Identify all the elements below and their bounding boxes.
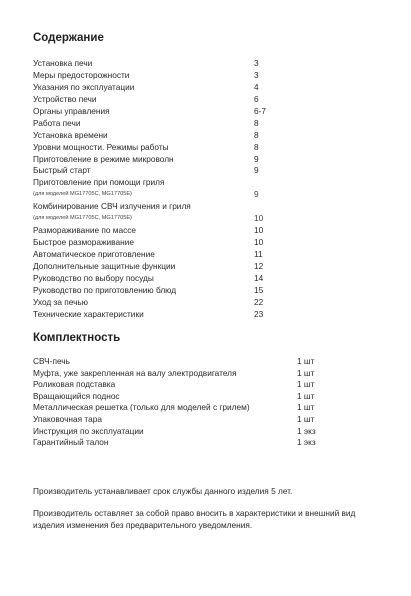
kit-item-qty: 1 шт (297, 356, 315, 366)
contents-item (33, 297, 273, 309)
contents-item-label: Уход за печью (33, 296, 88, 307)
kit-item (33, 368, 323, 380)
contents-item (33, 58, 273, 70)
contents-heading: Содержание (33, 32, 104, 44)
contents-item (33, 154, 273, 166)
contents-item (33, 261, 273, 273)
kit-item-label: Роликовая подставка (33, 379, 116, 390)
contents-item (33, 82, 273, 94)
contents-item-page: 10 (254, 225, 264, 236)
kit-item (33, 402, 323, 414)
kit-item (33, 437, 323, 449)
service-life-note: Производитель устанавливает срок службы данного изделия 5 лет. (33, 486, 293, 496)
contents-item-label: Автоматическое приготовление (33, 249, 155, 259)
contents-item-page: 22 (254, 296, 264, 307)
contents-item-page: 15 (254, 284, 264, 295)
kit-item-qty: 1 шт (297, 390, 315, 401)
contents-item (33, 273, 273, 285)
contents-item-label: Приготовление при помощи гриля (33, 177, 165, 188)
contents-item (33, 94, 273, 106)
kit-item-label: СВЧ-печь (33, 356, 70, 366)
contents-item-page: 6-7 (254, 105, 266, 116)
contents-item (33, 142, 273, 154)
kit-item-label: Упаковочная тара (33, 413, 102, 424)
contents-item-page: 9 (254, 165, 259, 176)
contents-item-page: 8 (254, 129, 259, 140)
contents-item (33, 201, 273, 213)
contents-item-label: Руководство по выбору посуды (33, 272, 154, 283)
contents-item-page: 3 (254, 69, 259, 80)
contents-item (33, 225, 273, 237)
contents-item-label: Указания по эксплуатации (33, 81, 135, 92)
contents-item-page: 14 (254, 272, 264, 283)
contents-item-page: 10 (254, 213, 264, 224)
contents-item (33, 285, 273, 297)
kit-item-qty: 1 экз (297, 425, 316, 436)
kit-heading: Комплектность (33, 332, 121, 344)
contents-item (33, 106, 273, 118)
contents-item (33, 213, 273, 225)
contents-item-page: 9 (254, 153, 259, 164)
contents-item (33, 177, 273, 189)
changes-note: Производитель оставляет за собой право вносить в характеристики и внешний вид изделия изменения без предварительного уведомления. (33, 508, 356, 530)
kit-item-qty: 1 шт (297, 367, 315, 378)
contents-item-label: Приготовление в режиме микроволн (33, 153, 174, 164)
kit-item (33, 414, 323, 426)
contents-item-label: Быстрое размораживание (33, 237, 134, 248)
contents-item-page: 9 (254, 189, 259, 200)
contents-item-label: Технические характеристики (33, 308, 144, 319)
contents-item (33, 237, 273, 249)
kit-item-qty: 1 шт (297, 379, 315, 390)
contents-item-label: (для моделей MG17705C, MG17705E) (33, 191, 132, 198)
contents-item-label: Быстрый старт (33, 165, 91, 176)
contents-item-label: Руководство по приготовлению блюд (33, 284, 177, 295)
contents-item-page: 6 (254, 93, 259, 104)
contents-item (33, 118, 273, 130)
contents-item-page: 12 (254, 260, 264, 271)
contents-item-page: 10 (254, 237, 264, 248)
contents-item-page: 4 (254, 81, 259, 92)
kit-item-label: Муфта, уже закрепленная на валу электродвигателя (33, 367, 237, 378)
kit-item (33, 426, 323, 438)
contents-item-label: Установка времени (33, 129, 108, 140)
contents-item (33, 165, 273, 177)
contents-item-label: Комбинирование СВЧ излучения и гриля (33, 201, 191, 212)
contents-list (33, 58, 273, 321)
kit-item-qty: 1 шт (297, 402, 315, 413)
kit-list (33, 356, 323, 449)
contents-item-label: Органы управления (33, 105, 110, 116)
contents-item-page: 3 (254, 58, 259, 68)
kit-item-label: Гарантийный талон (33, 437, 109, 448)
kit-item (33, 391, 323, 403)
contents-item-label: Устройство печи (33, 93, 97, 104)
contents-item-page: 8 (254, 141, 259, 152)
contents-item (33, 309, 273, 321)
contents-item-page: 11 (254, 249, 263, 259)
contents-item-page: 8 (254, 117, 259, 128)
contents-item (33, 70, 273, 82)
contents-item-label: Работа печи (33, 117, 81, 128)
contents-item-label: Меры предосторожности (33, 69, 130, 80)
contents-item-label: Установка печи (33, 58, 93, 68)
contents-item (33, 189, 273, 201)
kit-item-qty: 1 шт (297, 413, 315, 424)
contents-item-label: Уровни мощности. Режимы работы (33, 141, 169, 152)
kit-item-qty: 1 экз (297, 437, 316, 448)
kit-item-label: Инструкция по эксплуатации (33, 425, 144, 436)
contents-item-label: (для моделей MG17705C, MG17705E) (33, 215, 132, 222)
kit-item-label: Металлическая решетка (только для моделей с грилем) (33, 402, 250, 413)
contents-item-label: Дополнительные защитные функции (33, 260, 176, 271)
kit-item (33, 356, 323, 368)
contents-item (33, 249, 273, 261)
contents-item-label: Размораживание по массе (33, 225, 137, 236)
kit-item-label: Вращающийся поднос (33, 390, 120, 401)
kit-item (33, 379, 323, 391)
contents-item (33, 130, 273, 142)
contents-item-page: 23 (254, 308, 264, 319)
